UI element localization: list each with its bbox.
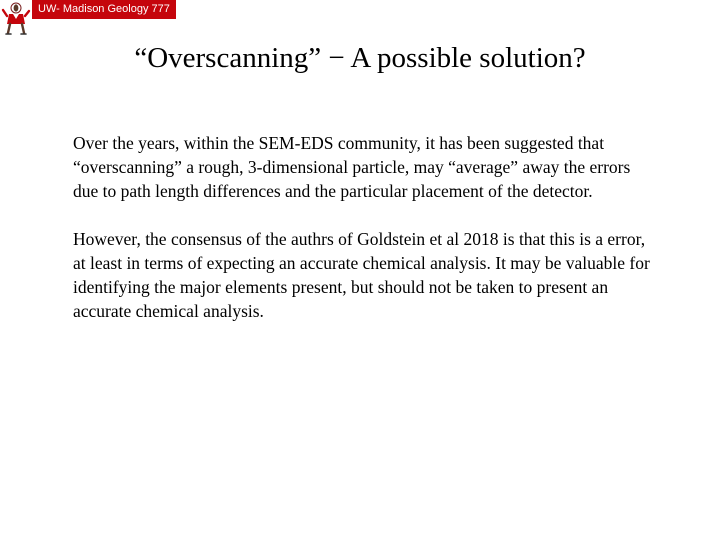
badger-mascot-icon	[0, 0, 32, 36]
body-paragraph-overscanning: Over the years, within the SEM-EDS community, it has been suggested that “overscanning” a rough, 3-dimensional particle, may “average” away the errors due to path length differences and the particular placement of the detector.	[73, 133, 631, 201]
course-badge: UW- Madison Geology 777	[32, 0, 176, 19]
body-paragraph-consensus: However, the consensus of the authrs of Goldstein et al 2018 is that this is a error, at least in terms of expecting an accurate chemical analysis. It may be valuable for identifying the major elements present, but should not be taken to present an accurate chemical analysis.	[73, 229, 650, 321]
slide-title: “Overscanning” − A possible solution?	[134, 42, 586, 74]
slide-body	[73, 131, 653, 323]
